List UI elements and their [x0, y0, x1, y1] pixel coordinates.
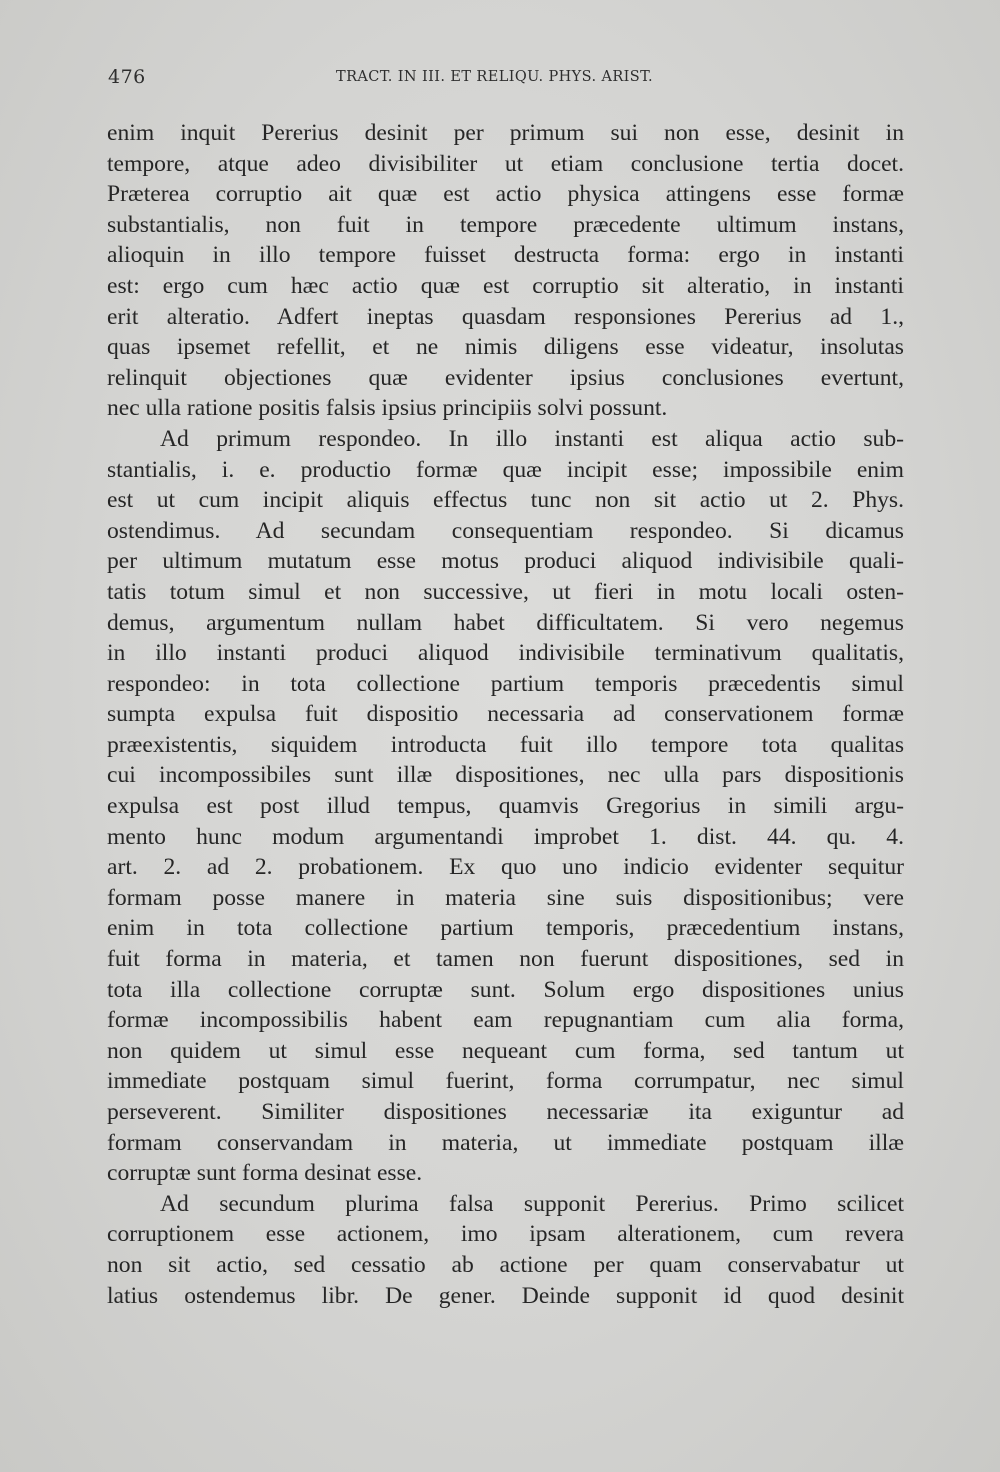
text-line: enim in tota collectione partium temporis, præcedentium instans, — [107, 915, 904, 942]
text-line: non sit actio, sed cessatio ab actione per quam conservabatur ut — [107, 1251, 904, 1278]
text-line: latius ostendemus libr. De gener. Deinde supponit id quod desinit — [107, 1282, 904, 1309]
text-line: corruptionem esse actionem, imo ipsam alterationem, cum revera — [107, 1221, 904, 1248]
text-line: formam posse manere in materia sine suis dispositionibus; vere — [107, 884, 904, 911]
text-line: fuit forma in materia, et tamen non fuerunt dispositiones, sed in — [107, 946, 904, 973]
text-line: substantialis, non fuit in tempore præcedente ultimum instans, — [107, 211, 904, 238]
text-line: relinquit objectiones quæ evidenter ipsius conclusiones evertunt, — [107, 364, 904, 391]
text-line: Ad secundum plurima falsa supponit Pererius. Primo scilicet — [160, 1190, 904, 1217]
text-line: respondeo: in tota collectione partium temporis præcedentis simul — [107, 670, 904, 697]
text-line: immediate postquam simul fuerint, forma corrumpatur, nec simul — [107, 1068, 904, 1095]
text-line: tota illa collectione corruptæ sunt. Solum ergo dispositiones unius — [107, 976, 904, 1003]
text-line: quas ipsemet refellit, et ne nimis diligens esse videatur, insolutas — [107, 334, 904, 361]
text-line: mento hunc modum argumentandi improbet 1. dist. 44. qu. 4. — [107, 823, 904, 850]
text-line: ostendimus. Ad secundam consequentiam respondeo. Si dicamus — [107, 517, 904, 544]
paragraph — [107, 1189, 904, 1311]
text-line: nec ulla ratione positis falsis ipsius principiis solvi possunt. — [107, 395, 668, 422]
text-line: tempore, atque adeo divisibiliter ut etiam conclusione tertia docet. — [107, 150, 904, 177]
text-line: est ut cum incipit aliquis effectus tunc non sit actio ut 2. Phys. — [107, 487, 904, 514]
text-line: tatis totum simul et non successive, ut fieri in motu locali osten- — [107, 578, 904, 605]
text-line: in illo instanti produci aliquod indivisibile terminativum qualitatis, — [107, 640, 904, 667]
text-line: Præterea corruptio ait quæ est actio physica attingens esse formæ — [107, 181, 904, 208]
text-line: enim inquit Pererius desinit per primum sui non esse, desinit in — [107, 120, 904, 146]
running-title: TRACT. IN III. ET RELIQU. PHYS. ARIST. — [336, 69, 654, 85]
text-line: art. 2. ad 2. probationem. Ex quo uno indicio evidenter sequitur — [107, 854, 904, 881]
page-number: 476 — [108, 66, 146, 88]
text-line: perseverent. Similiter dispositiones necessariæ ita exiguntur ad — [107, 1099, 904, 1125]
text-line: est: ergo cum hæc actio quæ est corruptio sit alteratio, in instanti — [107, 272, 904, 299]
text-line: erit alteratio. Adfert ineptas quasdam responsiones Pererius ad 1., — [107, 303, 904, 330]
paragraph — [107, 424, 904, 1189]
text-line: sumpta expulsa fuit dispositio necessaria ad conservationem formæ — [107, 701, 904, 728]
text-line: Ad primum respondeo. In illo instanti est aliqua actio sub- — [160, 425, 904, 452]
text-line: præexistentis, siquidem introducta fuit illo tempore tota qualitas — [107, 731, 904, 758]
running-head — [108, 66, 898, 92]
text-line: cui incompossibiles sunt illæ dispositiones, nec ulla pars dispositionis — [107, 762, 904, 789]
text-line: alioquin in illo tempore fuisset destructa forma: ergo in instanti — [107, 242, 904, 269]
text-line: expulsa est post illud tempus, quamvis Gregorius in simili argu- — [107, 793, 904, 820]
text-line: per ultimum mutatum esse motus produci aliquod indivisibile quali- — [107, 548, 904, 575]
text-line: non quidem ut simul esse nequeant cum forma, sed tantum ut — [107, 1037, 904, 1064]
text-line: corruptæ sunt forma desinat esse. — [107, 1160, 423, 1187]
text-line: demus, argumentum nullam habet difficultatem. Si vero negemus — [107, 609, 904, 636]
paragraph — [107, 118, 904, 424]
body-text — [107, 118, 904, 1311]
text-line: formam conservandam in materia, ut immediate postquam illæ — [107, 1129, 904, 1156]
text-line: formæ incompossibilis habent eam repugnantiam cum alia forma, — [107, 1007, 904, 1034]
text-line: stantialis, i. e. productio formæ quæ incipit esse; impossibile enim — [107, 456, 904, 483]
